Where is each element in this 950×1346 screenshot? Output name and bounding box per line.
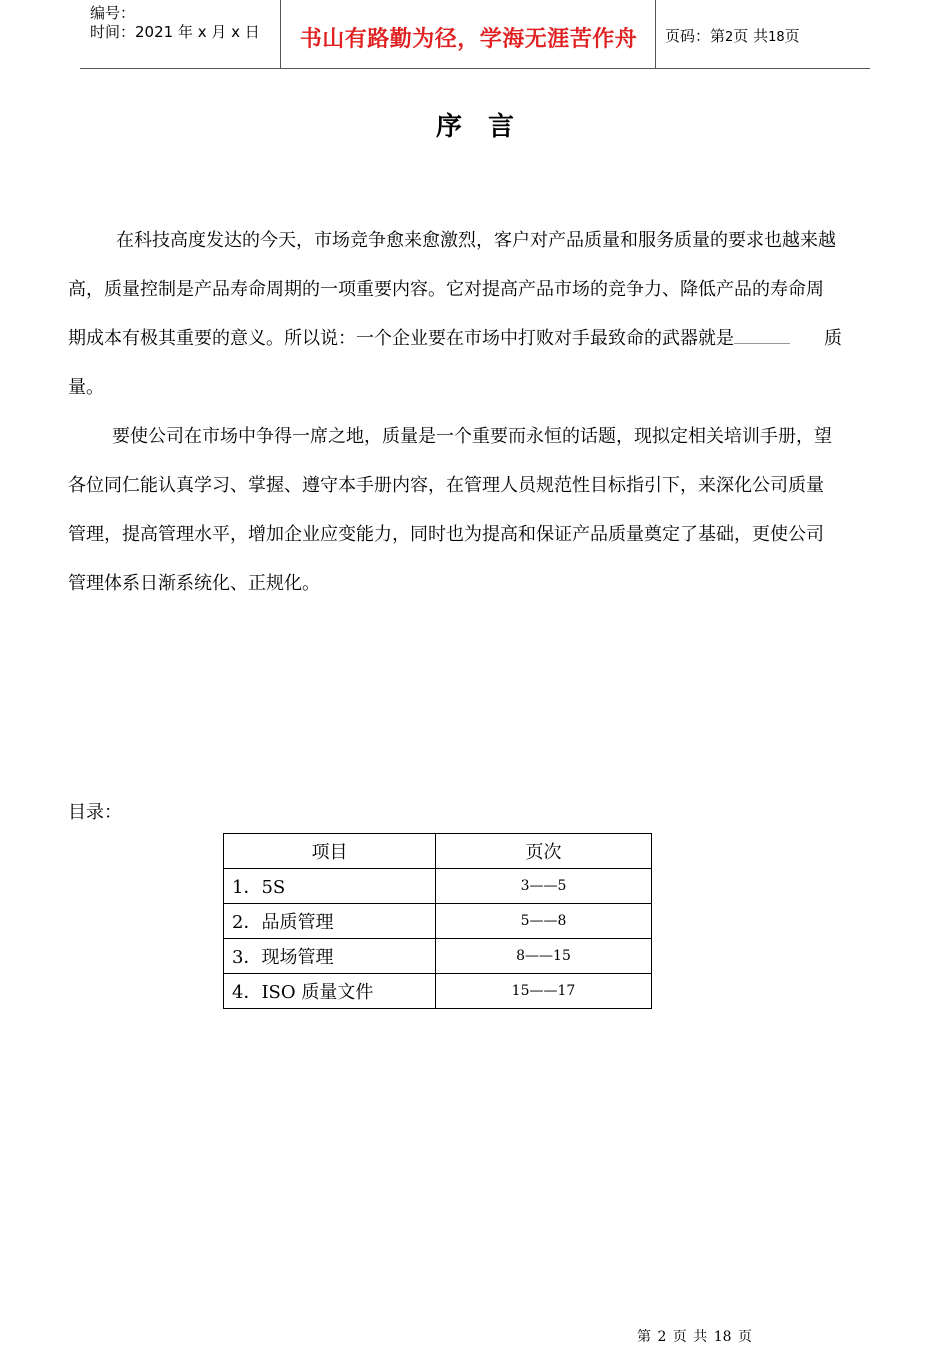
paragraph-text: 质	[824, 328, 842, 349]
paragraph-line: 各位同仁能认真学习、掌握、遵守本手册内容，在管理人员规范性目标指引下，来深化公司质量	[68, 475, 824, 496]
page-title: 序言	[435, 112, 540, 142]
fill-blank	[734, 329, 790, 344]
toc-row	[224, 869, 652, 904]
toc-pages: 5——8	[436, 904, 652, 939]
toc-pages: 15——17	[436, 974, 652, 1009]
page-footer: 第 2 页 共 18 页	[637, 1329, 752, 1345]
toc-item: 3．现场管理	[224, 939, 436, 974]
toc-item: 2．品质管理	[224, 904, 436, 939]
preface-paragraph-1	[68, 216, 884, 412]
toc-item: 1．5S	[224, 869, 436, 904]
toc-row	[224, 974, 652, 1009]
toc-table	[223, 833, 652, 1009]
preface-paragraph-2	[68, 412, 884, 608]
paragraph-line: 在科技高度发达的今天，市场竞争愈来愈激烈，客户对产品质量和服务质量的要求也越来越	[116, 230, 836, 251]
toc-pages: 3——5	[436, 869, 652, 904]
header-motto: 书山有路勤为径，学海无涯苦作舟	[299, 27, 638, 52]
header-divider	[655, 0, 656, 68]
toc-header-row	[224, 834, 652, 869]
paragraph-line: 高，质量控制是产品寿命周期的一项重要内容。它对提高产品市场的竞争力、降低产品的寿命周	[68, 279, 824, 300]
header-meta	[90, 4, 260, 42]
toc-header-item: 项目	[224, 834, 436, 869]
paragraph-line: 要使公司在市场中争得一席之地，质量是一个重要而永恒的话题，现拟定相关培训手册，望	[112, 426, 832, 447]
page-label-suffix: 页	[784, 27, 800, 45]
toc-item: 4．ISO 质量文件	[224, 974, 436, 1009]
paragraph-line	[68, 314, 884, 363]
header-page-info	[665, 25, 800, 46]
toc-pages: 8——15	[436, 939, 652, 974]
document-number-label: 编号：	[90, 4, 136, 22]
paragraph-line: 管理，提高管理水平，增加企业应变能力，同时也为提高和保证产品质量奠定了基础，更使公司	[68, 524, 824, 545]
header-divider	[280, 0, 281, 68]
toc-row	[224, 939, 652, 974]
page-total: 18	[768, 30, 785, 45]
page-current: 2	[725, 30, 734, 45]
toc-label: 目录：	[68, 802, 122, 823]
paragraph-line: 管理体系日渐系统化、正规化。	[68, 573, 320, 594]
page-header	[80, 0, 870, 69]
toc-header-pages: 页次	[436, 834, 652, 869]
page-label-mid: 页 共	[733, 27, 769, 45]
document-time: 时间：2021 年 x 月 x 日	[90, 23, 260, 41]
paragraph-line: 量。	[68, 377, 104, 398]
paragraph-text: 期成本有极其重要的意义。所以说：一个企业要在市场中打败对手最致命的武器就是	[68, 328, 734, 349]
toc-row	[224, 904, 652, 939]
page-label-prefix: 页码：第	[665, 27, 726, 45]
